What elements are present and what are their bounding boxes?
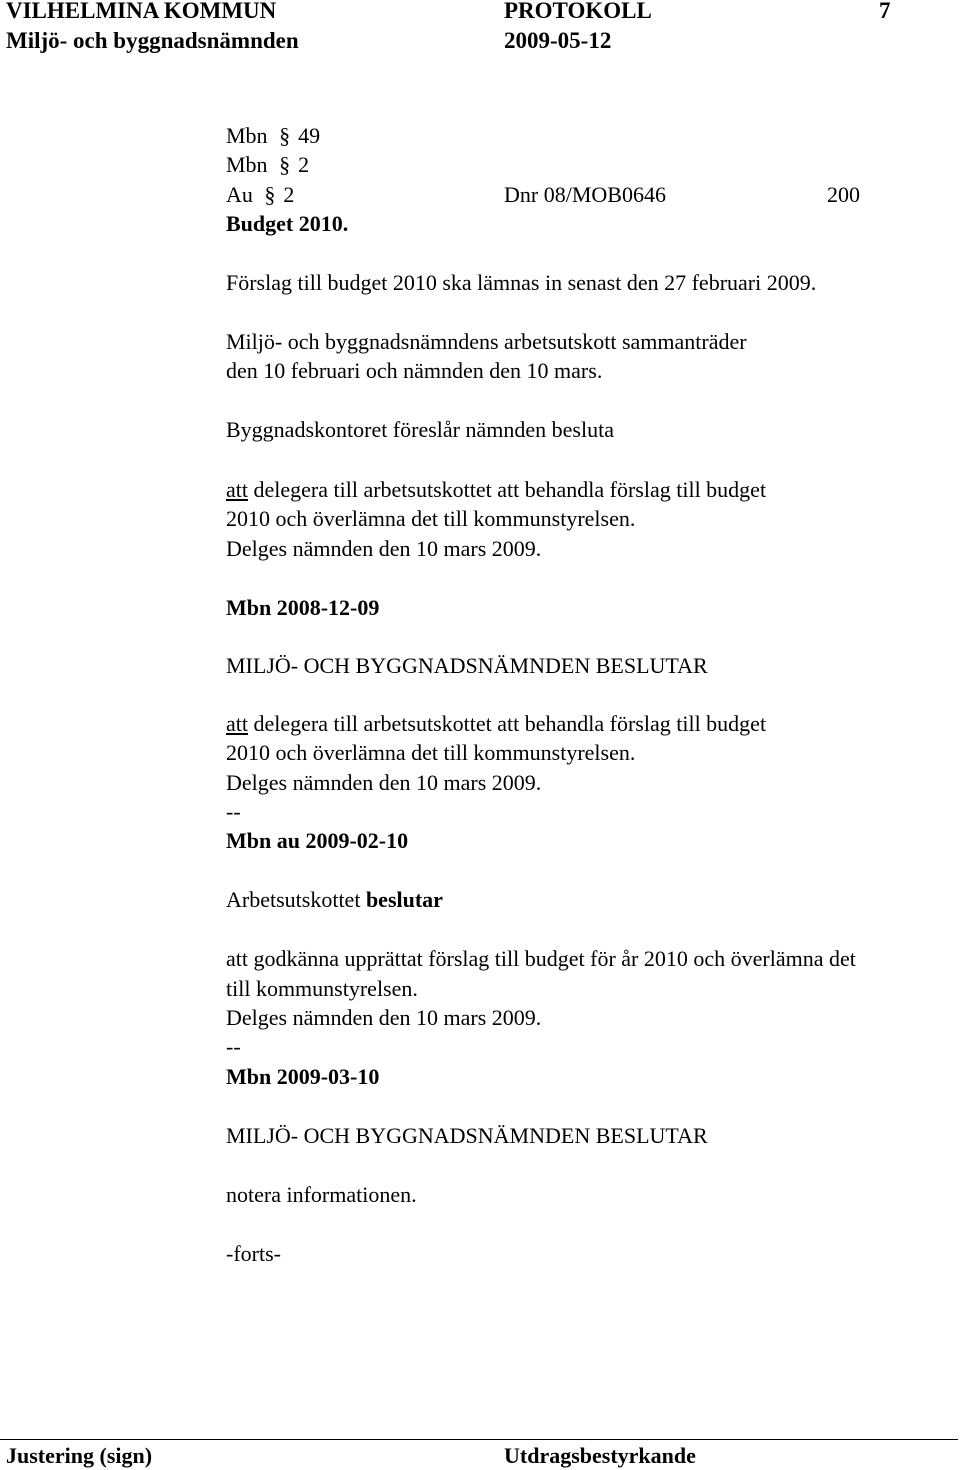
ref-au-2 <box>226 180 294 209</box>
continued-marker: -forts- <box>226 1241 281 1266</box>
intro-paragraph-1: Förslag till budget 2010 ska lämnas in senast den 27 februari 2009. <box>226 270 817 295</box>
ref-number: 2 <box>283 182 295 207</box>
ref-label: Au <box>226 182 253 207</box>
decision-au-line-2: till kommunstyrelsen. <box>226 976 418 1001</box>
decision-2008-line-1 <box>226 709 766 738</box>
decision-heading-au: Mbn au 2009-02-10 <box>226 828 409 853</box>
proposal-intro: Byggnadskontoret föreslår nämnden besluta <box>226 417 614 442</box>
section-symbol: § <box>264 182 276 207</box>
dnr: Dnr 08/MOB0646 <box>504 182 666 207</box>
header-doc-type: PROTOKOLL <box>504 0 652 23</box>
ref-number: 49 <box>298 123 321 148</box>
footer-divider <box>0 1439 958 1440</box>
beslut-prefix: Arbetsutskottet <box>226 887 366 912</box>
separator: -- <box>226 799 241 824</box>
decision-2009-line-1: notera informationen. <box>226 1182 417 1207</box>
section-symbol: § <box>279 123 291 148</box>
footer-utdragsbestyrkande: Utdragsbestyrkande <box>504 1443 696 1468</box>
decision-heading-2008: Mbn 2008-12-09 <box>226 595 380 620</box>
dnr-code: 200 <box>827 182 860 207</box>
header-org: VILHELMINA KOMMUN <box>6 0 277 23</box>
att-keyword: att <box>226 477 248 502</box>
decision-2008-line-1-text: delegera till arbetsutskottet att behandla förslag till budget <box>248 711 767 736</box>
header-date: 2009-05-12 <box>504 28 612 53</box>
ref-number: 2 <box>298 152 310 177</box>
decision-au-line-3: Delges nämnden den 10 mars 2009. <box>226 1005 542 1030</box>
ref-mbn-2 <box>226 150 309 179</box>
proposal-line-1-text: delegera till arbetsutskottet att behandla förslag till budget <box>248 477 767 502</box>
ref-label: Mbn <box>226 123 268 148</box>
intro-paragraph-2-line-1: Miljö- och byggnadsnämndens arbetsutskott sammanträder <box>226 329 747 354</box>
decision-beslut-2008: MILJÖ- OCH BYGGNADSNÄMNDEN BESLUTAR <box>226 653 708 678</box>
decision-2008-line-3: Delges nämnden den 10 mars 2009. <box>226 770 542 795</box>
intro-paragraph-2-line-2: den 10 februari och nämnden den 10 mars. <box>226 358 603 383</box>
document-title: Budget 2010. <box>226 211 349 236</box>
beslut-keyword: beslutar <box>365 887 443 912</box>
decision-au-line-1: att godkänna upprättat förslag till budget för år 2010 och överlämna det <box>226 946 856 971</box>
decision-heading-2009: Mbn 2009-03-10 <box>226 1064 380 1089</box>
ref-mbn-49 <box>226 121 320 150</box>
decision-2008-line-2: 2010 och överlämna det till kommunstyrelsen. <box>226 740 636 765</box>
separator: -- <box>226 1034 241 1059</box>
header-committee: Miljö- och byggnadsnämnden <box>6 28 299 53</box>
section-symbol: § <box>279 152 291 177</box>
header-page-number: 7 <box>879 0 891 23</box>
proposal-line-1 <box>226 475 766 504</box>
ref-label: Mbn <box>226 152 268 177</box>
footer-justering: Justering (sign) <box>6 1443 153 1468</box>
decision-beslut-au <box>226 885 443 914</box>
att-keyword: att <box>226 711 248 736</box>
decision-beslut-2009: MILJÖ- OCH BYGGNADSNÄMNDEN BESLUTAR <box>226 1123 708 1148</box>
proposal-line-2: 2010 och överlämna det till kommunstyrelsen. <box>226 506 636 531</box>
proposal-line-3: Delges nämnden den 10 mars 2009. <box>226 536 542 561</box>
